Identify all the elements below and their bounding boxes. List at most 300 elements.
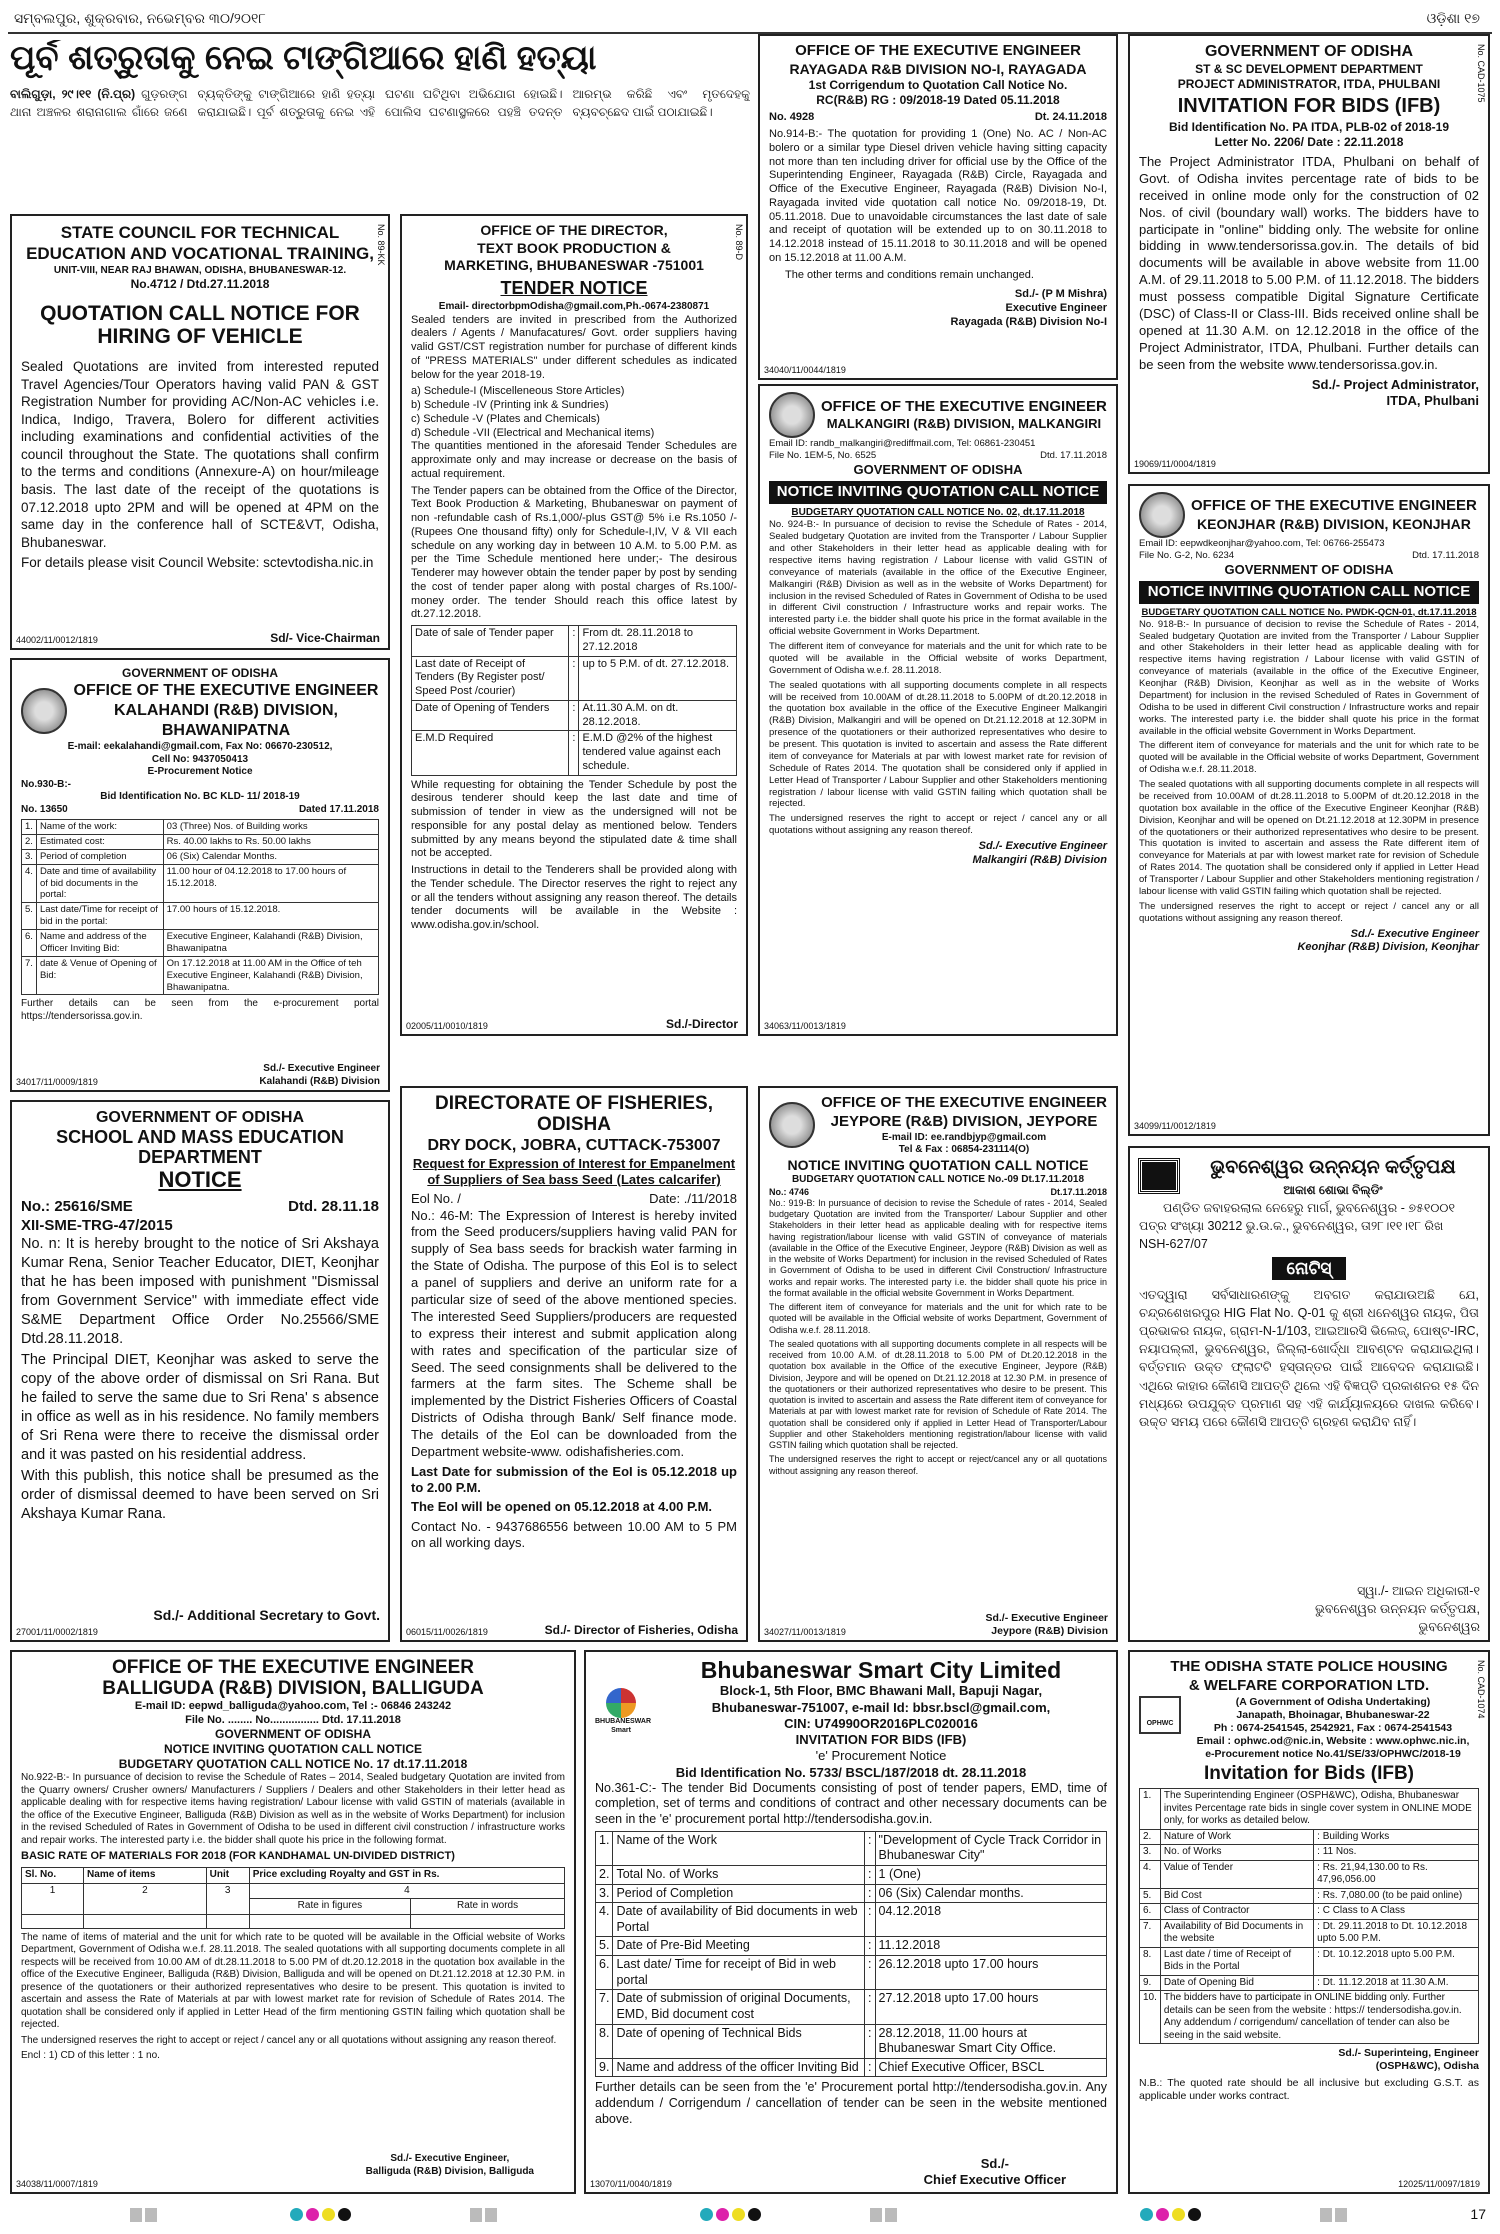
table-row	[596, 1937, 1107, 1956]
malkangiri-p3: The sealed quotations with all supporting documents complete in all respects will be received from 10.00AM of dt.28.11.2018 to 5.00PM of dt.20.12.2018 in the quotation box available in the office of the Executive Engineer Malkangiri (R&B) Division, Malkangiri and will be opened on Dt.21.12.2018 at 12.30PM in presence of the quotationers or their authorized representatives who desire to be present. This quotation is invited to ascertain and assess the Rate different item of conveyance for Materials at par with lowest market rate for revision of Schedule of Rates 2014. The quotation shall be considered only if applied in Letter Head of Transporter / Labour Supplier and other Stakeholders mentioning registration / labour license with valid GSTIN failing which quotation shall be rejected.	[769, 679, 1107, 810]
jeypore-title2: JEYPORE (R&B) DIVISION, JEYPORE	[830, 1112, 1098, 1130]
fisheries-title4: of Suppliers of Sea bass Seed (Lates calcarifer)	[427, 1172, 721, 1188]
rayagada-dt: Dt. 24.11.2018	[1034, 111, 1107, 124]
cell: Value of Tender	[1160, 1860, 1313, 1888]
jeypore-sub: BUDGETARY QUOTATION CALL NOTICE No.-09 Dt.17.11.2018	[791, 1174, 1085, 1185]
table-row	[596, 1831, 1107, 1865]
malkangiri-sub: BUDGETARY QUOTATION CALL NOTICE No. 02, dt.17.11.2018	[791, 506, 1085, 518]
malkangiri-sign1: Sd./- Executive Engineer	[978, 840, 1107, 852]
phulbani-title1: GOVERNMENT OF ODISHA	[1204, 43, 1413, 60]
table-row	[22, 956, 379, 995]
bda-nsh: NSH-627/07	[1139, 1237, 1208, 1252]
osphwc-logo-icon	[1139, 1696, 1181, 1734]
sme-title3: NOTICE	[158, 1166, 242, 1192]
balliguda-sign2: Balliguda (R&B) Division, Balliguda	[365, 2165, 534, 2177]
bda-title1: ଭୁବନେଶ୍ୱର ଉନ୍ନୟନ କର୍ତ୍ତୃପକ୍ଷ	[1210, 1157, 1456, 1178]
cell	[22, 1914, 84, 1928]
cell: :	[865, 1903, 875, 1937]
sctevt-no: No.4712 / Dtd.27.11.2018	[130, 277, 270, 291]
cell: On 17.12.2018 at 11.00 AM in the Office of teh Executive Engineer, Kalahandi (R&B) Division, Bhawanipatna.	[163, 956, 378, 995]
keonjhar-title1: OFFICE OF THE EXECUTIVE ENGINEER	[1191, 496, 1477, 514]
sctevt-sign: Sd/- Vice-Chairman	[270, 631, 380, 645]
balliguda-email: E-mail ID: eepwd_balliguda@yahoo.com, Tel :- 06846 243242	[134, 1699, 452, 1712]
kalahandi-dt: Dated 17.11.2018	[298, 803, 379, 815]
cell: The Superintending Engineer (OSPH&WC), Odisha, Bhubaneswar invites Percentage rate bids in single cover system in ONLINE MODE only, for works as detailed below.	[1160, 1789, 1478, 1830]
sme-dt: Dtd. 28.11.18	[288, 1197, 379, 1215]
cell	[84, 1914, 207, 1928]
malkangiri-title2: MALKANGIRI (R&B) DIVISION, MALKANGIRI	[826, 416, 1102, 432]
kalahandi-code: 34017/11/0009/1819	[16, 1076, 98, 1087]
cell: The bidders have to participate in ONLINE bidding only. Further details can be seen from the website : https:// tendersodisha.gov.in. Any addendum / corrigendum/ cancellation of tender can also be seeing in the said website.	[1160, 1991, 1478, 2044]
textbook-sched-0: a) Schedule-I (Miscelleneous Store Articles)	[411, 385, 625, 398]
bscl-p1: No.361-C:- The tender Bid Documents consisting of post of tender papers, EMD, time of completion, set of terms and conditions of contract and other necessary documents can be seen in the 'e' procurement portal http://tendersodisha.gov.in.	[595, 1780, 1107, 1827]
rayagada-title1: OFFICE OF THE EXECUTIVE ENGINEER	[795, 42, 1081, 59]
cell: :	[865, 1865, 875, 1884]
cell: : Dt. 29.11.2018 to Dt. 10.12.2018 upto 5.00 P.M.	[1314, 1919, 1479, 1947]
cell: 2.	[1140, 1829, 1161, 1845]
textbook-sign: Sd./-Director	[665, 1017, 738, 1031]
cell: Date of sale of Tender paper	[412, 626, 569, 657]
registration-mark-icon	[1320, 2208, 1332, 2222]
bda-notice	[1128, 1146, 1490, 1642]
textbook-table	[411, 625, 737, 776]
keonjhar-dt: Dtd. 17.11.2018	[1412, 549, 1479, 561]
cell: Name of the work:	[36, 820, 163, 835]
osphwc-title1: THE ODISHA STATE POLICE HOUSING	[1170, 1658, 1448, 1675]
table-row	[1140, 1860, 1479, 1888]
textbook-p3: The Tender papers can be obtained from the Office of the Director, Text Book Production & Marketing, Bhubaneswar on payment of non -refundable cash of Rs.1,000/-plus GST@ 5% i.e Rs.1050 /- (Rupees One thousand fifty) only for Schedule-I,IV, V & VII each schedule on any working day in between 10 A.M. to 5.00 P.M. as per the Time Schedule mentioned here under;- The desirous Tenderer may however obtain the tender paper by post by sending the cost of tender paper along with postal charges of Rs.100/- money order. The tender Should reach this office latest by dt.27.12.2018.	[411, 484, 737, 621]
malkangiri-file: File No. 1EM-5, No. 6525	[769, 449, 877, 461]
fisheries-title2: DRY DOCK, JOBRA, CUTTACK-753007	[427, 1136, 721, 1154]
osphwc-ph: Ph : 0674-2541545, 2542921, Fax : 0674-2541543	[1213, 1721, 1453, 1734]
sme-sign: Sd./- Additional Secretary to Govt.	[153, 1606, 380, 1623]
jeypore-tel: Tel & Fax : 06854-231114(O)	[898, 1144, 1030, 1155]
cell: 04.12.2018	[875, 1903, 1106, 1937]
cell: 11.00 hour of 04.12.2018 to 17.00 hours of 15.12.2018.	[163, 864, 378, 903]
bscl-code: 13070/11/0040/1819	[590, 2178, 672, 2189]
jeypore-title1: OFFICE OF THE EXECUTIVE ENGINEER	[821, 1094, 1107, 1111]
news-headline: ପୂର୍ବ ଶତ୍ରୁତାକୁ ନେଇ ଟାଙ୍ଗିଆରେ ହାଣି ହତ୍ୟା	[10, 40, 597, 77]
col-header: Sl. No.	[22, 1868, 84, 1884]
cell: Rs. 40.00 lakhs to Rs. 50.00 lakhs	[163, 834, 378, 849]
cell: 6.	[22, 930, 37, 957]
table-row	[22, 1914, 565, 1928]
sme-p3: With this publish, this notice shall be presumed as the order of dismissal deemed to have been served on Sri Akshaya Kumar Rana.	[21, 1468, 379, 1523]
osphwc-code: 12025/11/0097/1819	[1398, 2178, 1480, 2189]
fisheries-notice	[400, 1086, 748, 1642]
keonjhar-notice	[1128, 484, 1490, 1136]
fisheries-dt: Date: ./11/2018	[649, 1191, 737, 1207]
textbook-p1: Sealed tenders are invited in prescribed from the Authorized dealers / Agents / Manufacatures/ Govt. order suppliers having valid GST/CST registration number for purchase of different kinds of "PRESS MATERIALS" under different schedules as indicated below for the year 2018-19.	[411, 313, 737, 381]
bscl-cin: CIN: U74990OR2016PLC020016	[784, 1715, 978, 1731]
cell: 2.	[596, 1865, 613, 1884]
cell: Date and time of availability of bid documents in the portal:	[36, 864, 163, 903]
cell: :	[865, 2024, 875, 2058]
textbook-notice	[400, 214, 748, 1036]
cell: 8.	[596, 2024, 613, 2058]
table-row	[412, 700, 737, 731]
osphwc-notice	[1128, 1650, 1490, 2194]
registration-mark-icon	[870, 2208, 882, 2222]
table-row	[1140, 1991, 1479, 2044]
jeypore-p2: The different item of conveyance for materials and the unit for which rate to be quoted will be available in the Official website of works Department, Government of Odisha w.e.f. 28.11.2018.	[769, 1302, 1107, 1335]
table-row	[1140, 1904, 1479, 1920]
fisheries-p2: Last Date for submission of the EoI is 05.12.2018 up to 2.00 P.M.	[411, 1463, 737, 1496]
jeypore-code: 34027/11/0013/1819	[764, 1626, 846, 1637]
sctevt-heading: QUOTATION CALL NOTICE FOR HIRING OF VEHICLE	[40, 302, 360, 349]
osphwc-logo-text: OPHWC	[1146, 1719, 1174, 1727]
jeypore-sign1: Sd./- Executive Engineer	[985, 1611, 1108, 1624]
phulbani-sign2: ITDA, Phulbani	[1386, 392, 1479, 408]
balliguda-h2: BUDGETARY QUOTATION CALL NOTICE No. 17 dt.17.11.2018	[118, 1757, 468, 1772]
col-header: Unit	[206, 1868, 249, 1884]
sme-code: 27001/11/0002/1819	[16, 1626, 98, 1637]
balliguda-h1: NOTICE INVITING QUOTATION CALL NOTICE	[164, 1742, 422, 1757]
balliguda-encl: Encl : 1) CD of this letter : 1 no.	[21, 2050, 160, 2062]
header-date: ସମ୍ବଲପୁର, ଶୁକ୍ରବାର, ନଭେମ୍ବର ୩୦/୨୦୧୮	[14, 10, 266, 26]
sctevt-body2: For details please visit Council Website: sctevtodisha.nic.in	[21, 555, 374, 571]
cell: Chief Executive Officer, BSCL	[875, 2058, 1106, 2077]
table-row	[596, 1956, 1107, 1990]
kalahandi-ep: E-Procurement Notice	[147, 766, 253, 777]
jeypore-notice	[758, 1086, 1118, 1642]
cell: Date of Opening Bid	[1160, 1975, 1313, 1991]
rayagada-code: 34040/11/0044/1819	[764, 364, 846, 375]
bda-title2: ଆକାଶ ଶୋଭା ବିଲ୍ଡିଂ	[1283, 1182, 1383, 1197]
cell: 1.	[1140, 1789, 1161, 1830]
cell: 4	[249, 1883, 564, 1899]
sme-p1: No. n: It is hereby brought to the notice of Sri Akshaya Kumar Rena, Senior Teacher Educator, DIET, Keonjhar that he has been imposed with punishment "Dismissal from Government Service" with immediate effect vide S&ME Department Office Order No.25566/SME Dtd.28.11.2018.	[21, 1236, 379, 1347]
cell: : Building Works	[1314, 1829, 1479, 1845]
malkangiri-title1: OFFICE OF THE EXECUTIVE ENGINEER	[821, 397, 1107, 415]
balliguda-file: File No. ........ No................ Dtd. 17.11.2018	[185, 1713, 401, 1726]
cell: Last date/Time for receipt of bid in the portal:	[36, 903, 163, 930]
cell: :	[569, 656, 579, 700]
phulbani-notice	[1128, 34, 1490, 474]
bscl-sign1: Sd./-	[980, 2155, 1009, 2171]
table-row	[412, 731, 737, 775]
table-row	[1140, 1919, 1479, 1947]
cell: E.M.D @2% of the highest tendered value against each schedule.	[579, 731, 737, 775]
malkangiri-sign2: Malkangiri (R&B) Division	[972, 853, 1107, 866]
jeypore-sign2: Jeypore (R&B) Division	[991, 1624, 1108, 1637]
registration-mark-icon	[485, 2208, 497, 2222]
osphwc-email: Email : ophwc.od@nic.in, Website : www.ophwc.nic.in,	[1196, 1734, 1470, 1747]
cell: 9.	[596, 2058, 613, 2077]
cell: 3.	[596, 1884, 613, 1903]
cell: 3.	[1140, 1845, 1161, 1861]
rayagada-body: No.914-B:- The quotation for providing 1 (One) No. AC / Non-AC bolero or a similar type Diesel driven vehicle having sitting capacity not more than ten including driver for official use by the Office of the Superintending Engineer, Rayagada (R&B) Circle, Rayagada and Office of the Executive Engineer, Rayagada (R&B) Division No-I, Rayagada invited vide quotation call notice No. 09/2018-19, Dt. 05.11.2018. Due to unavoidable circumstances the last date of sale and receipt of quotation will be extended up to on 30.11.2018 to 14.12.2018 instead of 15.11.2018 to 30.11.2018 and will be opened on 15.12.2018 at 11.00 A.M.	[769, 128, 1107, 264]
cell: 1 (One)	[875, 1865, 1106, 1884]
registration-mark-icon	[1335, 2208, 1347, 2222]
odisha-emblem-icon	[769, 1102, 815, 1148]
cell: : Rs. 7,080.00 (to be paid online)	[1314, 1888, 1479, 1904]
cell: :	[865, 2058, 875, 2077]
balliguda-sign1: Sd./- Executive Engineer,	[390, 2153, 510, 2164]
news-dateline: ବାଲିଗୁଡ଼ା, ୨୯।୧୧ (ନି.ପ୍ର)	[10, 87, 136, 102]
cell: Date of Pre-Bid Meeting	[613, 1937, 865, 1956]
malkangiri-bar: NOTICE INVITING QUOTATION CALL NOTICE	[769, 481, 1107, 504]
bscl-sign2: Chief Executive Officer	[923, 2171, 1066, 2187]
osphwc-tag: No. CAD-1074	[1476, 1660, 1486, 1719]
jeypore-p1: No.: 919-B: In pursuance of decision to revise the Schedule of rates - 2014, Sealed budgetary Quotation are invited from the Transporter/ Labour Supplier and other Stakeholders in their letter head as applicable dealing with for respective items having registration/labour license with valid GSTIN of conveyance of materials (available in the Office of the Executive Engineer, Jeypore (R&B) Division as well as in the website of Works Department) for inclusion in the revised Scheduled of Rates in Government of Odisha to be used in different Civil Construction/ Infrastructure works and repair works. The interested party i.e. the bidder shall quote his price in the format available in the official website Government in Works Department.	[769, 1197, 1107, 1298]
col-header: Name of items	[84, 1868, 207, 1884]
cell: 06 (Six) Calendar months.	[875, 1884, 1106, 1903]
page-header	[8, 4, 1492, 34]
osphwc-title2: & WELFARE CORPORATION LTD.	[1188, 1676, 1430, 1694]
bscl-bid: Bid Identification No. 5733/ BSCL/187/2018 dt. 28.11.2018	[675, 1764, 1027, 1780]
cell: Rate in words	[411, 1899, 565, 1915]
sctevt-tag: No. 89-KK	[376, 224, 386, 266]
bda-logo-icon	[1139, 1159, 1179, 1193]
news-body: ଗୁଡ଼ରଙ୍ଗ ଥାନା ଅଞ୍ଚଳର ଶରାନାଗାଲ ଗାଁରେ ଜଣେ ବ୍ୟକ୍ତିଙ୍କୁ ଟାଙ୍ଗିଆରେ ହାଣି ହତ୍ୟା କରାଯାଇଛି। ପୂର୍ବ ଶତ୍ରୁତାକୁ ନେଇ ଏହି ଘଟଣା ଘଟିଥିବା ଅଭିଯୋଗ ହୋଇଛି। ପୋଲିସ ଘଟଣାସ୍ଥଳରେ ପହଞ୍ଚି ତଦନ୍ତ ଆରମ୍ଭ କରିଛି ଏବଂ ମୃତଦେହକୁ ବ୍ୟବଚ୍ଛେଦ ପାଇଁ ପଠାଯାଇଛି।	[10, 87, 750, 120]
malkangiri-email: Email ID: randb_malkangiri@rediffmail.com, Tel: 06861-230451	[769, 438, 1036, 449]
odisha-emblem-icon	[21, 688, 67, 734]
osphwc-sign2: (OSPH&WC), Odisha	[1375, 2060, 1479, 2073]
cell: Date of Opening of Tenders	[412, 700, 569, 731]
cell: 1.	[596, 1831, 613, 1865]
jeypore-p4: The undersigned reserves the right to accept or reject/cancel any or all quotations without assigning any reason thereof.	[769, 1454, 1107, 1476]
cell: 4.	[1140, 1860, 1161, 1888]
cell: 4.	[22, 864, 37, 903]
cell: Period of Completion	[613, 1884, 865, 1903]
cell: :	[865, 1937, 875, 1956]
cell: : Dt. 11.12.2018 at 11.30 A.M.	[1314, 1975, 1479, 1991]
cell	[249, 1914, 410, 1928]
kalahandi-further: Further details can be seen from the e-procurement portal https://tendersorissa.gov.in.	[21, 998, 379, 1022]
cell: :	[569, 700, 579, 731]
header-page: ଓଡ଼ିଶା ୧୭	[1426, 10, 1480, 26]
balliguda-gov: GOVERNMENT OF ODISHA	[214, 1727, 371, 1742]
sme-notice	[10, 1100, 390, 1642]
cell: 1	[22, 1883, 84, 1914]
cell: Bid Cost	[1160, 1888, 1313, 1904]
jeypore-heading: NOTICE INVITING QUOTATION CALL NOTICE	[787, 1156, 1089, 1173]
cell: 28.12.2018, 11.00 hours at Bhubaneswar Smart City Office.	[875, 2024, 1106, 2058]
print-footer	[0, 2196, 1500, 2234]
bscl-title3: Bhubaneswar-751007, e-mail Id: bbsr.bscl@gmail.com,	[711, 1699, 1051, 1715]
malkangiri-p2: The different item of conveyance for materials and the unit for which rate to be quoted will be available in the Official website of works Department, Government of Odisha w.e.f. 28.11.2018.	[769, 641, 1107, 676]
malkangiri-p4: The undersigned reserves the right to accept or reject / cancel any or all quotations without assigning any reason thereof.	[769, 813, 1107, 837]
textbook-sched-2: c) Schedule -V (Plates and Chemicals)	[411, 412, 600, 425]
sctevt-title2: EDUCATION AND VOCATIONAL TRAINING,	[26, 244, 374, 264]
rayagada-body2: The other terms and conditions remain unchanged.	[785, 268, 1034, 281]
textbook-title2: TEXT BOOK PRODUCTION &	[477, 239, 671, 256]
sctevt-address: UNIT-VIII, NEAR RAJ BHAWAN, ODISHA, BHUBANESWAR-12.	[53, 264, 347, 276]
table-row	[596, 1865, 1107, 1884]
textbook-sched-3: d) Schedule -VII (Electrical and Mechanical items)	[411, 426, 655, 439]
cell: 5.	[596, 1937, 613, 1956]
cell: : 11 Nos.	[1314, 1845, 1479, 1861]
cell: Period of completion	[36, 849, 163, 864]
sme-p2: The Principal DIET, Keonjhar was asked to serve the copy of the above order of dismissal on Sri Rana. But he failed to serve the same due to Sri Rena' s absence in office as well as in his residence. No family members of Sri Rena were there to receive the dismissal order and it was pasted on his residential address.	[21, 1352, 379, 1463]
cell: Last date / time of Receipt of Bids in the Portal	[1160, 1947, 1313, 1975]
cell	[411, 1914, 565, 1928]
bda-sign3: ଭୁବନେଶ୍ୱର	[1418, 1619, 1480, 1634]
cell: Class of Contractor	[1160, 1904, 1313, 1920]
cell: 6.	[1140, 1904, 1161, 1920]
cell: : Dt. 10.12.2018 upto 5.00 P.M.	[1314, 1947, 1479, 1975]
cell: Date of opening of Technical Bids	[613, 2024, 865, 2058]
table-row	[22, 849, 379, 864]
fisheries-p4: Contact No. - 9437686556 between 10.00 AM to 5 PM on all working days.	[411, 1518, 737, 1550]
balliguda-basic: BASIC RATE OF MATERIALS FOR 2018 (FOR KANDHAMAL UN-DIVIDED DISTRICT)	[21, 1850, 455, 1863]
osphwc-addr: Janapath, Bhoinagar, Bhubaneswar-22	[1236, 1708, 1430, 1721]
malkangiri-p1: No. 924-B:- In pursuance of decision to revise the Schedule of Rates - 2014, Sealed budgetary Quotation are invited from the Transporter / Labour Supplier and other Stakeholders in their letter head as applicable dealing with for respective items having registration / Labour license with valid GSTIN of conveyance of materials (available in the office of the Executive Engineer, Malkangiri (R&B) Division as well as in the website of Works Department) for inclusion in the revised Scheduled of Rates in Government of Odisha to be used in different Civil construction / Infrastructure works and repair works. The interested party i.e. the bidder shall quote his price in the format available in the official website Government in Works Department.	[769, 519, 1107, 638]
keonjhar-gov: GOVERNMENT OF ODISHA	[1224, 561, 1394, 577]
textbook-email: Email- directorbpmOdisha@gmail.com,Ph.-0674-2380871	[438, 301, 710, 312]
table-row	[22, 1883, 565, 1899]
rayagada-title3: 1st Corrigendum to Quotation Call Notice No.	[808, 78, 1068, 93]
cell: From dt. 28.11.2018 to 27.12.2018	[579, 626, 737, 657]
phulbani-code: 19069/11/0004/1819	[1134, 458, 1216, 469]
cell: Date of availability of Bid documents in web Portal	[613, 1903, 865, 1937]
kalahandi-table	[21, 819, 379, 995]
fisheries-title3: Request for Expression of Interest for Empanelment	[412, 1155, 736, 1171]
cell: 2.	[22, 834, 37, 849]
textbook-title1: OFFICE OF THE DIRECTOR,	[480, 222, 668, 238]
jeypore-email: E-mail ID: ee.randbjyp@gmail.com	[881, 1131, 1047, 1143]
keonjhar-p2: The different item of conveyance for materials and the unit for which rate to be quoted will be available in the Official website of works Department, Government of Odisha w.e.f. 28.11.2018.	[1139, 740, 1479, 776]
textbook-heading: TENDER NOTICE	[500, 277, 648, 298]
balliguda-p2: The name of items of material and the unit for which rate to be quoted will be available in the Official website of Works Department, Government of Odisha w.e.f. 28.11.2018. The sealed quotations with all supporting documents complete in all respects will be received from 10.00 AM of dt.28.11.2018 to 5.00 PM of dt.20.12.2018 in the quotation box available in the office of the Executive Engineer, Balliguda (R&B) Division, Balliguda and will be opened on Dt.21.12.2018 at 12.30 P.M. in presence of the quotationers or their authorized representatives who desire to be present. This quotation is invited to ascertain and assess the Rate of Materials at par with lowest market rate for revision of Schedule of Rates 2014. The quotation shall be considered only if applied in Letter Head of the firm mentioning GSTIN failing which quotation shall be rejected.	[21, 1931, 565, 2031]
cell: Rate in figures	[249, 1899, 410, 1915]
cell: Last date of Receipt of Tenders (By Register post/ Speed Post /courier)	[412, 656, 569, 700]
cell: Last date/ Time for receipt of Bid in web portal	[613, 1956, 865, 1990]
balliguda-table	[21, 1867, 565, 1929]
registration-mark-icon	[885, 2208, 897, 2222]
table-row	[22, 820, 379, 835]
sme-title1: GOVERNMENT OF ODISHA	[95, 1109, 304, 1126]
cell: :	[569, 626, 579, 657]
cell: 3	[206, 1883, 249, 1914]
table-row	[412, 656, 737, 700]
keonjhar-bar: NOTICE INVITING QUOTATION CALL NOTICE	[1139, 581, 1479, 604]
bscl-table	[595, 1831, 1107, 2078]
sctevt-code: 44002/11/0012/1819	[16, 634, 98, 645]
bscl-title1: Bhubaneswar Smart City Limited	[700, 1657, 1062, 1683]
osphwc-title3: (A Government of Odisha Undertaking)	[1235, 1695, 1431, 1708]
cell: 5.	[1140, 1888, 1161, 1904]
balliguda-code: 34038/11/0007/1819	[16, 2178, 98, 2189]
balliguda-p3: The undersigned reserves the right to accept or reject / cancel any or all quotations without assigning any reason thereof.	[21, 2034, 557, 2046]
cell: 26.12.2018 upto 17.00 hours	[875, 1956, 1106, 1990]
kalahandi-email: E-mail: eekalahandi@gmail.com, Fax No: 06670-230512,	[67, 741, 333, 752]
jeypore-p3: The sealed quotations with all supporting documents complete in all respects will be received from 10.00 A.M. of dt.28.11.2018 to 5.00 PM of Dt.20.12.2018 in the quotation box available in the Office of the executive Engineer, Jeypore (R&B) Division, Jeypore and will be opened on Dt.21.12.2018 at 12.30 P.M. in presence of the quotationers or their authorized representatives who desire to be present. This quotation is invited to ascertain and assess the Rate different item of conveyance for Materials at par with lowest market rate for revision of Schedule of Rate 2014. The quotation shall be considered only if applied in Letter Head of Transporter/Labour Supplier and other Stakeholders mentioning registration/labour license with valid GSTIN failing which quotation shall be rejected.	[769, 1338, 1107, 1450]
phulbani-letter: Letter No. 2206/ Date : 22.11.2018	[1214, 135, 1404, 149]
cell: :	[865, 1990, 875, 2024]
kalahandi-title1: OFFICE OF THE EXECUTIVE ENGINEER	[73, 682, 379, 699]
keonjhar-email: Email ID: eepwdkeonjhar@yahoo.com, Tel: 06766-255473	[1139, 538, 1385, 549]
table-row	[596, 2058, 1107, 2077]
cell: 7.	[596, 1990, 613, 2024]
textbook-code: 02005/11/0010/1819	[406, 1020, 488, 1031]
registration-mark-icon	[130, 2208, 142, 2222]
jeypore-no: No.: 4746	[769, 1186, 810, 1197]
bscl-ifb: INVITATION FOR BIDS (IFB)	[795, 1732, 967, 1748]
phulbani-title3: PROJECT ADMINISTRATOR, ITDA, PHULBANI	[1177, 77, 1441, 91]
cell: 7.	[1140, 1919, 1161, 1947]
registration-mark-icon	[145, 2208, 157, 2222]
keonjhar-p1: No. 918-B:- In pursuance of decision to revise the Schedule of Rates - 2014, Sealed budgetary Quotation are invited from the Transporter / Labour Supplier and other Stakeholders in their letter head as applicable dealing with for respective items having registration / Labour license with valid GSTIN of conveyance of materials (available in the office of the Executive Engineer, Keonjhar (R&B) Division, Keonjhar as well as in the website of Works Department) for inclusion in the revised Scheduled of Rates in Government of Odisha to be used in different Civil construction / Infrastructure works and repair works. The interested party i.e. the bidder shall quote his price in the format available in the official website Government in Works Department.	[1139, 618, 1479, 737]
table-row	[22, 834, 379, 849]
table-row	[1140, 1975, 1479, 1991]
bda-body: ଏତଦ୍ୱାରା ସର୍ବସାଧାରଣଙ୍କୁ ଅବଗତ କରାଯାଉଅଛି ଯେ, ଚନ୍ଦ୍ରଶେଖରପୁର HIG Flat No. Q-01 କୁ ଶ୍ରୀ ଧନେଶ୍ୱର ନାୟକ, ପିତା ପ୍ରଭାକର ନାୟକ, ଗ୍ରାମ-N-1/103, ଆଇଆରସି ଭିଲେଜ୍, ପୋଷ୍ଟ-IRC, ନୟାପଲ୍ଲୀ, ଭୁବନେଶ୍ୱର, ଜିଲ୍ଲା-ଖୋର୍ଦ୍ଧା ଆବଣ୍ଟନ କରାଯାଇଥିଲା। ବର୍ତ୍ତମାନ ଉକ୍ତ ଫ୍ଲାଟଟି ହସ୍ତାନ୍ତର ପାଇଁ ଆବେଦନ କରାଯାଇଛି। ଏଥିରେ କାହାର କୌଣସି ଆପତ୍ତି ଥିଲେ ଏହି ବିଜ୍ଞପ୍ତି ପ୍ରକାଶନର ୧୫ ଦିନ ମଧ୍ୟରେ ଉପଯୁକ୍ତ ପ୍ରମାଣ ସହ ଏହି କାର୍ଯ୍ୟାଳୟରେ ଦାଖଲ କରିବେ। ଉକ୍ତ ସମୟ ପରେ କୌଣସି ଆପତ୍ତି ଗ୍ରହଣ କରାଯିବ ନାହିଁ।	[1139, 1287, 1479, 1429]
odisha-emblem-icon	[769, 392, 815, 438]
keonjhar-code: 34099/11/0012/1819	[1134, 1120, 1216, 1131]
phulbani-body: The Project Administrator ITDA, Phulbani on behalf of Govt. of Odisha invites percentage rate of bids to be received in online mode only for the construction of 02 Nos. of civil (boundary wall) works. The bidders have to participate in "online" bidding only. The website for online bidding in www.tendersorissa.gov.in. The details of bid documents will be available in above website from 11.00 A.M. of 29.11.2018 to 5.00 P.M. of 11.12.2018. The bidders must possess compatible Digital Signature Certificate (DSC) of Class-II or Class-III. Bids received online shall be opened at 11.30 A.M. on 12.12.2018 in the office of the Project Administrator, ITDA, Phulbani. Further details can be seen from the website www.tendersorissa.gov.in.	[1139, 154, 1479, 372]
fisheries-p3: The EoI will be opened on 05.12.2018 at 4.00 P.M.	[411, 1499, 713, 1515]
page-number: 17	[1470, 2206, 1486, 2222]
cell: "Development of Cycle Track Corridor in Bhubaneswar City"	[875, 1831, 1106, 1865]
table-row	[22, 864, 379, 903]
osphwc-heading: Invitation for Bids (IFB)	[1203, 1763, 1415, 1785]
color-registration-icon	[290, 2208, 351, 2222]
registration-mark-icon	[470, 2208, 482, 2222]
cell: 5.	[22, 903, 37, 930]
kalahandi-bid: Bid Identification No. BC KLD- 11/ 2018-19	[100, 791, 300, 802]
bscl-p2: Further details can be seen from the 'e' Procurement portal http://tendersodisha.gov.in. Any addendum / Corrigendum / cancellation of tender can be seen in the website mentioned above.	[595, 2080, 1107, 2126]
rayagada-sign3: Rayagada (R&B) Division No-I	[950, 315, 1107, 328]
bda-sign1: ସ୍ୱା./- ଆଇନ ଅଧିକାରୀ-୧	[1357, 1583, 1480, 1598]
kalahandi-title2: KALAHANDI (R&B) DIVISION,	[114, 702, 338, 719]
bda-ref: ପତ୍ର ସଂଖ୍ୟା 30212 ଭୁ.ଉ.କ., ଭୁବନେଶ୍ୱର, ତା୨୮।୧୧।୧୮ ରିଖ	[1139, 1219, 1444, 1234]
table-row	[1140, 1829, 1479, 1845]
jeypore-dt: Dt.17.11.2018	[1050, 1186, 1107, 1197]
keonjhar-title2: KEONJHAR (R&B) DIVISION, KEONJHAR	[1197, 515, 1471, 532]
textbook-p2: The quantities mentioned in the aforesaid Tender Schedules are approximate only and may increase or decrease on the basis of actual requirement.	[411, 440, 737, 480]
bscl-title2: Block-1, 5th Floor, BMC Bhawani Mall, Bapuji Nagar,	[719, 1683, 1043, 1699]
rayagada-notice	[758, 34, 1118, 380]
cell: Total No. of Works	[613, 1865, 865, 1884]
kalahandi-cell: Cell No: 9437050413	[151, 753, 249, 765]
textbook-p5: Instructions in detail to the Tenderers shall be provided along with the Tender schedule. The Director reserves the right to reject any or all the tenders without assigning any reason thereof. The details tender documents will be available in the Website : www.odisha.gov.in/school.	[411, 864, 737, 931]
keonjhar-p4: The undersigned reserves the right to accept or reject / cancel any or all quotations without assigning any reason thereof.	[1139, 900, 1479, 924]
bda-heading: ନୋଟିସ୍	[1272, 1257, 1345, 1280]
fisheries-code: 06015/11/0026/1819	[406, 1626, 488, 1637]
rayagada-title2: RAYAGADA R&B DIVISION NO-I, RAYAGADA	[789, 60, 1087, 77]
cell: 4.	[596, 1903, 613, 1937]
cell: 1.	[22, 820, 37, 835]
table-row	[1140, 1789, 1479, 1830]
cell: Name of the Work	[613, 1831, 865, 1865]
phulbani-sign1: Sd./- Project Administrator,	[1311, 376, 1479, 392]
color-registration-icon	[700, 2208, 761, 2222]
cell: date & Venue of Opening of Bid:	[36, 956, 163, 995]
keonjhar-sign1: Sd./- Executive Engineer	[1350, 927, 1479, 940]
bda-addr: ପଣ୍ଡିତ ଜବାହରଲାଲ ନେହେରୁ ମାର୍ଗ, ଭୁବନେଶ୍ୱର - ୭୫୧୦୦୧	[1163, 1200, 1455, 1215]
table-row	[22, 1868, 565, 1884]
cell: 06 (Six) Calendar Months.	[163, 849, 378, 864]
osphwc-table	[1139, 1788, 1479, 2044]
cell: 9.	[1140, 1975, 1161, 1991]
kalahandi-no930: No.930-B:-	[21, 778, 72, 790]
cell: 17.00 hours of 15.12.2018.	[163, 903, 378, 930]
sme-ref: XII-SME-TRG-47/2015	[21, 1216, 173, 1234]
balliguda-title2: BALLIGUDA (R&B) DIVISION, BALLIGUDA	[102, 1677, 484, 1699]
sctevt-notice	[10, 214, 390, 650]
sme-no: No.: 25616/SME	[21, 1197, 133, 1215]
cell: Name and address of the officer Inviting Bid	[613, 2058, 865, 2077]
table-row	[596, 1884, 1107, 1903]
fisheries-eol: Eol No. /	[411, 1191, 461, 1207]
table-row	[412, 626, 737, 657]
phulbani-heading: INVITATION FOR BIDS (IFB)	[1177, 95, 1441, 117]
keonjhar-sign2: Keonjhar (R&B) Division, Keonjhar	[1297, 941, 1479, 954]
cell: Executive Engineer, Kalahandi (R&B) Division, Bhawanipatna	[163, 930, 378, 957]
table-row	[22, 903, 379, 930]
kalahandi-notice	[10, 658, 390, 1092]
